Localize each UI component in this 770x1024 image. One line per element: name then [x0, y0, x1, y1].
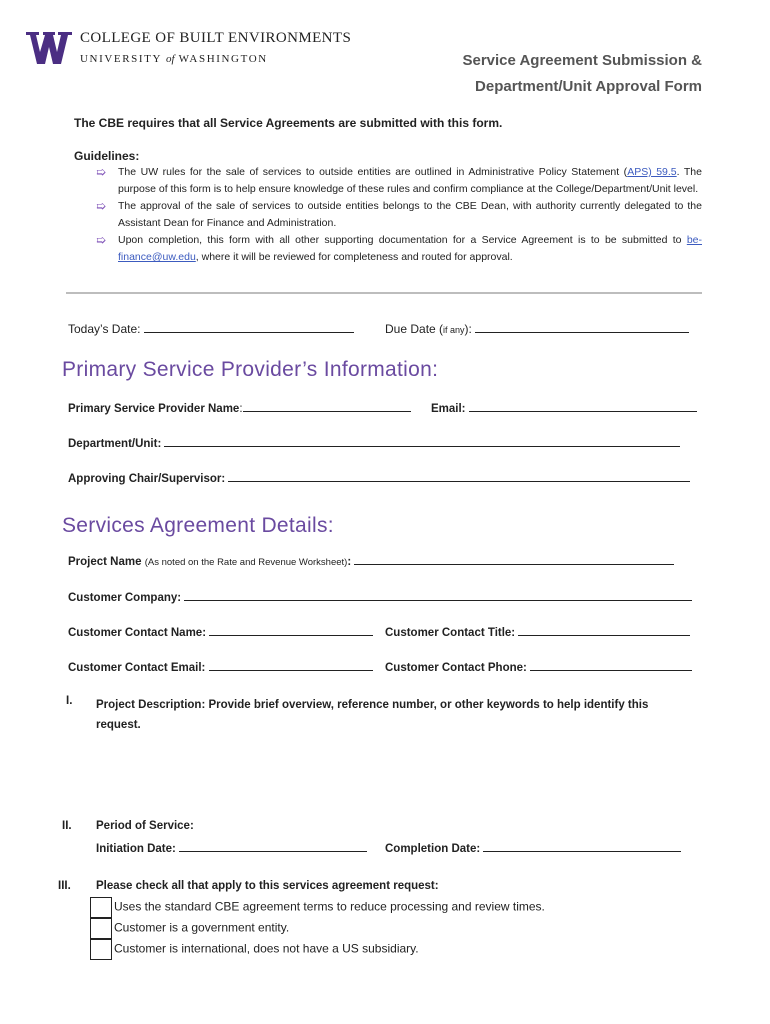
- arrow-bullet-icon: ➯: [96, 199, 107, 213]
- item-ii-number: II.: [62, 820, 72, 832]
- standard-terms-checkbox[interactable]: [90, 897, 112, 918]
- checkbox-row: Uses the standard CBE agreement terms to reduce processing and review times.: [90, 897, 545, 918]
- project-description-area[interactable]: [96, 740, 696, 810]
- checkbox-row: Customer is a government entity.: [90, 918, 289, 939]
- period-of-service-label: Period of Service:: [96, 820, 194, 832]
- form-title-line2: Department/Unit Approval Form: [475, 78, 702, 95]
- contact-name-field: Customer Contact Name:: [68, 624, 373, 639]
- item-iii-number: III.: [58, 880, 71, 892]
- department-input[interactable]: [164, 435, 680, 447]
- completion-date-input[interactable]: [483, 840, 681, 852]
- contact-email-field: Customer Contact Email:: [68, 659, 373, 674]
- form-title-line1: Service Agreement Submission &: [462, 52, 702, 69]
- contact-title-input[interactable]: [518, 624, 690, 636]
- uw-w-logo: [26, 30, 72, 66]
- checkbox-row: Customer is international, does not have a US subsidiary.: [90, 939, 419, 960]
- project-name-input[interactable]: [354, 553, 674, 565]
- due-date-field: Due Date (if any):: [385, 321, 689, 336]
- contact-phone-field: Customer Contact Phone:: [385, 659, 692, 674]
- todays-date-input[interactable]: [144, 321, 354, 333]
- contact-phone-input[interactable]: [530, 659, 692, 671]
- guidelines-list: [94, 164, 702, 266]
- todays-date-field: Today’s Date:: [68, 321, 354, 336]
- initiation-date-field: Initiation Date:: [96, 840, 367, 855]
- provider-name-field: Primary Service Provider Name:: [68, 400, 411, 415]
- government-entity-checkbox[interactable]: [90, 918, 112, 939]
- arrow-bullet-icon: ➯: [96, 165, 107, 179]
- divider: [66, 292, 702, 294]
- intro-text: The CBE requires that all Service Agreements are submitted with this form.: [74, 116, 503, 130]
- services-details-heading: Services Agreement Details:: [62, 514, 334, 537]
- arrow-bullet-icon: ➯: [96, 233, 107, 247]
- checklist-label: Please check all that apply to this services agreement request:: [96, 880, 439, 892]
- initiation-date-input[interactable]: [179, 840, 367, 852]
- customer-company-field: Customer Company:: [68, 589, 692, 604]
- approver-input[interactable]: [228, 470, 690, 482]
- item-i-number: I.: [66, 695, 73, 707]
- project-name-field: Project Name (As noted on the Rate and Revenue Worksheet):: [68, 553, 674, 568]
- contact-title-field: Customer Contact Title:: [385, 624, 690, 639]
- email-input[interactable]: [469, 400, 697, 412]
- primary-provider-heading: Primary Service Provider’s Information:: [62, 358, 439, 381]
- guideline-item: ➯ Upon completion, this form with all other supporting documentation for a Service Agreement is to be submitted to be-finance@uw.edu, where it will be reviewed for completeness and routed for approval.: [96, 233, 702, 263]
- due-date-input[interactable]: [475, 321, 689, 333]
- college-name: COLLEGE OF BUILT ENVIRONMENTS: [80, 30, 352, 46]
- completion-date-field: Completion Date:: [385, 840, 681, 855]
- customer-company-input[interactable]: [184, 589, 692, 601]
- university-name: UNIVERSITY of WASHINGTON: [80, 53, 268, 65]
- provider-name-input[interactable]: [243, 400, 411, 412]
- contact-name-input[interactable]: [209, 624, 373, 636]
- approver-field: Approving Chair/Supervisor:: [68, 470, 690, 485]
- guideline-item: ➯ The approval of the sale of services to outside entities belongs to the CBE Dean, with authority currently delegated to the Assistant Dean for Finance and Administration.: [96, 199, 702, 229]
- form-title: [462, 48, 702, 100]
- email-field: Email:: [431, 400, 697, 415]
- international-checkbox[interactable]: [90, 939, 112, 960]
- project-description-label: Project Description: Provide brief overview, reference number, or other keywords to help identify this request.: [96, 699, 649, 731]
- aps-link[interactable]: APS) 59.5: [627, 166, 677, 178]
- guideline-item: ➯ The UW rules for the sale of services to outside entities are outlined in Administrative Policy Statement (APS) 59.5. The purpose of this form is to help ensure knowledge of these rules and confirm compliance at the College/Department/Unit level.: [96, 165, 702, 195]
- contact-email-input[interactable]: [209, 659, 373, 671]
- email-link[interactable]: be-finance@uw.edu: [118, 234, 702, 263]
- department-field: Department/Unit:: [68, 435, 680, 450]
- guidelines-heading: Guidelines:: [74, 149, 140, 163]
